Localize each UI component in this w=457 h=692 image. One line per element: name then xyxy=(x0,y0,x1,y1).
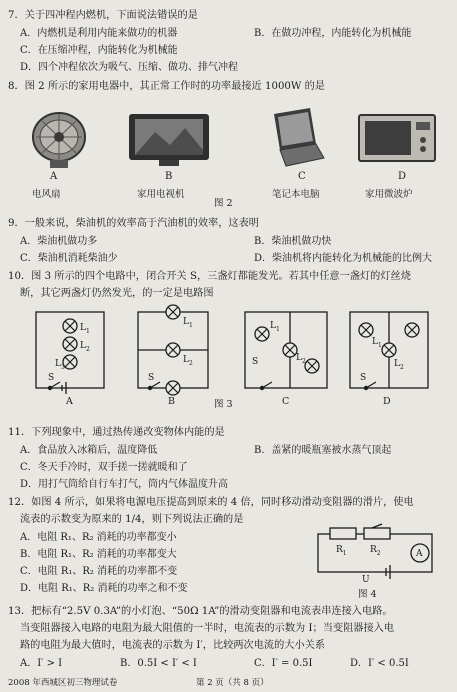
lamp-d3-icon xyxy=(405,323,419,337)
q11-stem: 11．下列现象中，通过热传递改变物体内能的是 xyxy=(8,427,225,438)
q10-stem-line1: 10．图 3 所示的四个电路中，闭合开关 S，三盏灯都能发光。若其中任意一盏灯的灯丝烧 xyxy=(8,271,411,282)
q10-stem-line2: 断，其它两盏灯仍然发光，的一定是电路图 xyxy=(20,288,214,299)
q7-option-b: B．在做功冲程，内能转化为机械能 xyxy=(254,28,412,39)
lamp-a1-icon xyxy=(63,319,77,333)
figure-4-caption: 图 4 xyxy=(358,589,377,600)
q9-option-c: C．柴油机消耗柴油少 xyxy=(20,253,118,264)
q12-option-a: A．电阻 R₁、R₂ 消耗的功率都变小 xyxy=(20,532,177,543)
svg-text:L2: $L_2$ xyxy=(183,355,193,367)
q12-option-c: C．电阻 R₁、R₂ 消耗的功率都不变 xyxy=(20,566,178,577)
svg-text:U: U xyxy=(362,575,370,584)
q8-microwave-name: 家用微波炉 xyxy=(365,189,413,200)
q11-option-c: C．冬天手冷时，双手搓一搓就暖和了 xyxy=(20,462,188,473)
q13-stem-line3: 路的电阻为最大值时，电流表的示数为 I′，比较两次电流的大小关系 xyxy=(20,640,326,651)
svg-text:L1: $L_1$ xyxy=(183,317,193,329)
q13-option-c: C．I′ = 0.5I xyxy=(254,658,313,669)
q9-option-b: B．柴油机做功快 xyxy=(254,236,332,247)
q7-option-c: C．在压缩冲程，内能转化为机械能 xyxy=(20,45,178,56)
q7-option-a: A．内燃机是利用内能来做功的机器 xyxy=(20,28,178,39)
q12-option-b: B．电阻 R₁、R₂ 消耗的功率都变大 xyxy=(20,549,177,560)
svg-text:L2: $L_2$ xyxy=(296,353,306,365)
q7-option-d: D．四个冲程依次为吸气、压缩、做功、排气冲程 xyxy=(20,62,239,73)
q13-option-b: B．0.5I < I′ < I xyxy=(120,658,197,669)
lamp-d1-icon xyxy=(359,323,373,337)
figure-4-circuit xyxy=(300,522,450,584)
svg-text:A: A xyxy=(66,396,73,407)
q13-stem-line2: 当变阻器接入电路的电阻为最大阻值的一半时，电流表的示数为 I；当变阻器接入电 xyxy=(20,623,395,634)
svg-text:S: S xyxy=(148,373,155,383)
svg-text:S: S xyxy=(360,373,367,383)
electric-fan-image xyxy=(28,110,90,170)
svg-text:L3: $L_3$ xyxy=(55,359,65,371)
lamp-c3-icon xyxy=(305,359,319,373)
lamp-d2-icon xyxy=(382,343,396,357)
figure-3-circuits xyxy=(0,300,457,410)
svg-text:A: A xyxy=(416,549,423,559)
lamp-c2-icon xyxy=(283,343,297,357)
q8-stem: 8．图 2 所示的家用电器中，其正常工作时的功率最接近 1000W 的是 xyxy=(8,81,325,92)
svg-text:L2: $L_2$ xyxy=(394,359,404,371)
footer-page-number: 第 2 页（共 8 页） xyxy=(196,678,269,688)
svg-text:S: S xyxy=(48,373,55,383)
television-image xyxy=(125,110,213,170)
q7-stem: 7．关于四冲程内燃机，下面说法错误的是 xyxy=(8,10,198,21)
lamp-b1-icon xyxy=(166,305,180,319)
q8-label-b: B xyxy=(165,171,173,182)
q8-laptop-name: 笔记本电脑 xyxy=(272,189,320,200)
q8-label-c: C xyxy=(298,171,306,182)
q11-option-d: D．用打气筒给自行车打气，筒内气体温度升高 xyxy=(20,479,229,490)
lamp-a2-icon xyxy=(63,337,77,351)
lamp-label: L xyxy=(80,323,86,333)
q9-option-d: D．柴油机将内能转化为机械能的比例大 xyxy=(254,253,433,264)
microwave-image xyxy=(356,112,438,166)
q13-option-a: A．I′ > I xyxy=(20,658,63,669)
figure-3-caption: 图 3 xyxy=(214,399,233,410)
q8-label-d: D xyxy=(398,171,407,182)
svg-text:S: S xyxy=(252,357,259,367)
q13-option-d: D．I′ < 0.5I xyxy=(350,658,409,669)
lamp-a3-icon xyxy=(63,355,77,369)
lamp-b3-icon xyxy=(166,381,180,395)
svg-text:C: C xyxy=(282,396,290,407)
svg-text:R2: $R_2$ xyxy=(370,545,381,557)
q9-stem: 9．一般来说，柴油机的效率高于汽油机的效率，这表明 xyxy=(8,218,259,229)
q12-stem-line1: 12．如图 4 所示，如果将电源电压提高到原来的 4 倍，同时移动滑动变阻器的滑片，使电 xyxy=(8,497,414,508)
lamp-c1-icon xyxy=(255,327,269,341)
svg-text:L1: $L_1$ xyxy=(372,337,382,349)
q9-option-a: A．柴油机做功多 xyxy=(20,236,98,247)
laptop-image xyxy=(268,106,326,170)
svg-text:B: B xyxy=(168,396,175,407)
figure-2-caption: 图 2 xyxy=(214,198,233,209)
q11-option-b: B．盖紧的暖瓶塞被水蒸气顶起 xyxy=(254,445,392,456)
svg-text:L2: $L_2$ xyxy=(80,341,90,353)
q11-option-a: A．食品放入冰箱后，温度降低 xyxy=(20,445,158,456)
footer-exam-title: 2008 年西城区初三物理试卷 xyxy=(8,678,118,688)
q8-tv-name: 家用电视机 xyxy=(137,189,185,200)
svg-text:L1: $L_1$ xyxy=(80,323,90,335)
svg-text:L1: $L_1$ xyxy=(270,321,280,333)
lamp-b2-icon xyxy=(166,343,180,357)
q8-fan-name: 电风扇 xyxy=(32,189,61,200)
q8-label-a: A xyxy=(50,171,58,182)
svg-text:R1: $R_1$ xyxy=(336,545,347,557)
svg-text:D: D xyxy=(383,396,391,407)
q13-stem-line1: 13．把标有“2.5V 0.3A”的小灯泡、“50Ω 1A”的滑动变阻器和电流表串连接入电路。 xyxy=(8,606,393,617)
q12-stem-line2: 流表的示数变为原来的 1/4，则下列说法正确的是 xyxy=(20,514,244,525)
q12-option-d: D．电阻 R₁、R₂ 消耗的功率之和不变 xyxy=(20,583,188,594)
